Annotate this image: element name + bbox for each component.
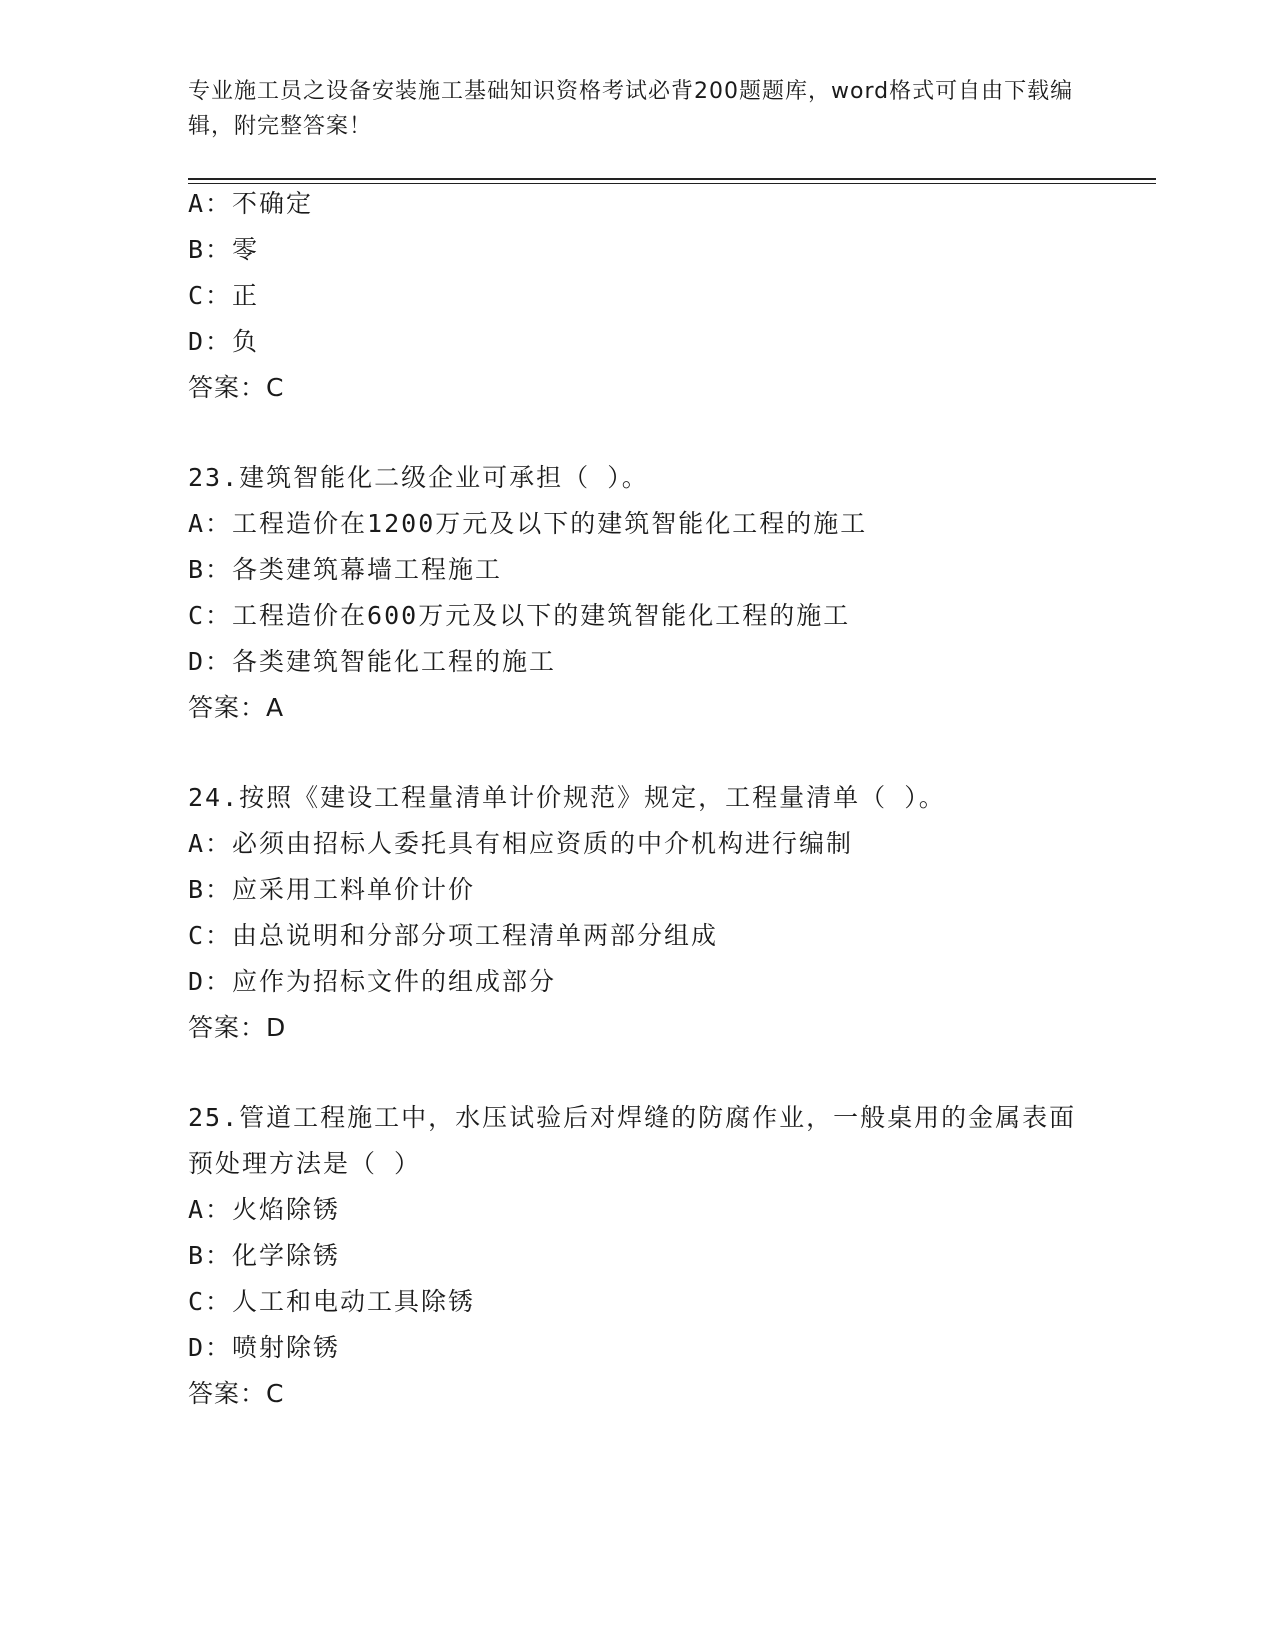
q22-option-c: C：正 xyxy=(188,281,260,310)
q24-answer: 答案：D xyxy=(188,1013,287,1042)
question-22-block xyxy=(188,181,1148,411)
q23-option-a: A：工程造价在1200万元及以下的建筑智能化工程的施工 xyxy=(188,509,868,538)
q23-answer: 答案：A xyxy=(188,693,285,722)
document-header: 专业施工员之设备安装施工基础知识资格考试必背200题题库，word格式可自由下载编辑，附完整答案！ xyxy=(188,79,1074,139)
q22-option-b: B：零 xyxy=(188,235,260,264)
q25-question: 25.管道工程施工中，水压试验后对焊缝的防腐作业，一般桌用的金属表面预处理方法是（ ） xyxy=(188,1103,1077,1178)
q22-option-d: D：负 xyxy=(188,327,260,356)
q25-option-c: C：人工和电动工具除锈 xyxy=(188,1287,476,1316)
q23-option-b: B：各类建筑幕墙工程施工 xyxy=(188,555,503,584)
q22-option-a: A：不确定 xyxy=(188,189,314,218)
q23-option-c: C：工程造价在600万元及以下的建筑智能化工程的施工 xyxy=(188,601,851,630)
q25-option-d: D：喷射除锈 xyxy=(188,1333,341,1362)
q23-question: 23.建筑智能化二级企业可承担（ ）。 xyxy=(188,463,649,492)
question-24-block xyxy=(188,775,1148,1051)
q25-answer: 答案：C xyxy=(188,1379,285,1408)
q24-option-c: C：由总说明和分部分项工程清单两部分组成 xyxy=(188,921,719,950)
q24-option-b: B：应采用工料单价计价 xyxy=(188,875,476,904)
question-25-block xyxy=(188,1095,1148,1417)
q24-option-a: A：必须由招标人委托具有相应资质的中介机构进行编制 xyxy=(188,829,854,858)
q22-answer: 答案：C xyxy=(188,373,285,402)
q24-question: 24.按照《建设工程量清单计价规范》规定，工程量清单（ ）。 xyxy=(188,783,946,812)
q25-option-b: B：化学除锈 xyxy=(188,1241,341,1270)
header-rule-thick xyxy=(188,178,1156,180)
q23-option-d: D：各类建筑智能化工程的施工 xyxy=(188,647,557,676)
q24-option-d: D：应作为招标文件的组成部分 xyxy=(188,967,557,996)
q25-option-a: A：火焰除锈 xyxy=(188,1195,341,1224)
question-23-block xyxy=(188,455,1148,731)
